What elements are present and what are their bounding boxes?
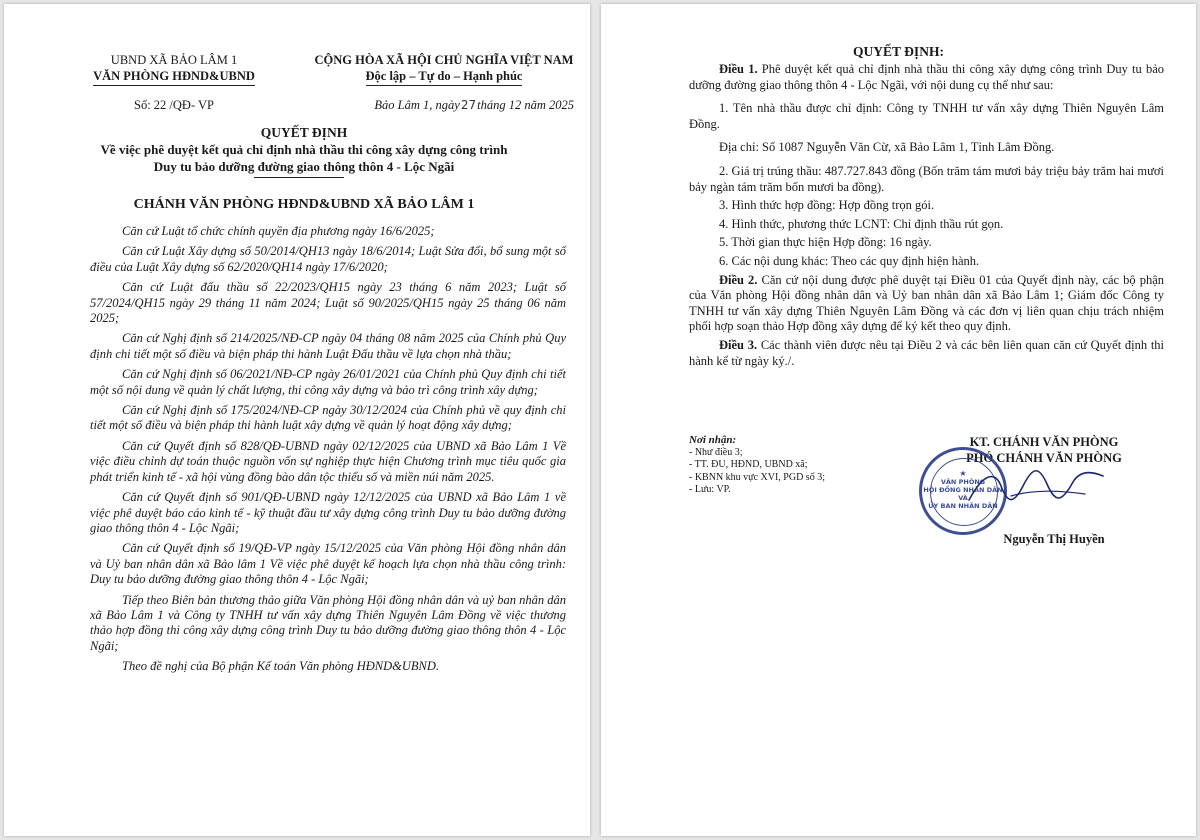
document-number: Số: 22 /QĐ- VP <box>134 98 214 112</box>
legal-basis-item: Theo đề nghị của Bộ phận Kế toán Văn phòng HĐND&UBND. <box>122 659 439 674</box>
legal-basis-item: Căn cứ Luật tổ chức chính quyền địa phương ngày 16/6/2025; <box>122 224 435 238</box>
document-subject-line1: Về việc phê duyệt kết quả chỉ định nhà thầu thi công xây dựng công trình <box>100 142 508 157</box>
contractor-address: Địa chỉ: Số 1087 Nguyễn Văn Cừ, xã Bảo Lâm 1, Tỉnh Lâm Đồng. <box>719 140 1055 155</box>
legal-basis-item: Căn cứ Nghị định số 214/2025/NĐ-CP ngày 04 tháng 08 năm 2025 của Chính phủ Quy định chi tiết một số điều và biện pháp thi hành Luật Đấu thầu về lựa chọn nhà thầu; <box>90 331 566 361</box>
seal-text: VÀ <box>958 494 968 502</box>
recipient-item: - KBNN khu vực XVI, PGD số 3; <box>689 471 825 483</box>
signer-title-line2: PHÓ CHÁNH VĂN PHÒNG <box>966 451 1122 465</box>
legal-basis-item: Căn cứ Nghị định số 175/2024/NĐ-CP ngày 30/12/2024 của Chính phủ về quy định chi tiết một số điều và biện pháp thi hành luật xây dựng về quản lý hoạt động xây dựng; <box>90 403 566 433</box>
legal-basis-item: Căn cứ Quyết định số 901/QĐ-UBND ngày 12/12/2025 của UBND xã Bảo Lâm 1 về việc phê duyệt báo cáo kinh tế - kỹ thuật đầu tư xây dựng công trình Duy tu bảo dưỡng đường giao thông thôn 4 - Lộc Ngãi; <box>90 490 566 535</box>
seal-text: VĂN PHÒNG <box>940 478 986 486</box>
document-subject-line2: Duy tu bảo dưỡng đường giao thông thôn 4 - Lộc Ngãi <box>153 159 455 174</box>
article-2-label: Điều 2. <box>719 272 758 287</box>
legal-basis-item: Căn cứ Nghị định số 06/2021/NĐ-CP ngày 26/01/2021 của Chính phủ Quy định chi tiết một số nội dung về quản lý chất lượng, thi công xây dựng và bảo trì công trình xây dựng; <box>90 367 566 397</box>
legal-basis-item: Căn cứ Luật đấu thầu số 22/2023/QH15 ngày 23 tháng 6 năm 2023; Luật số 57/2024/QH15 ngày 29 tháng 11 năm 2024; Luật số 90/2025/QH15 ngày 25 tháng 06 năm 2025; <box>90 280 566 326</box>
document-type: QUYẾT ĐỊNH <box>260 125 348 140</box>
recipients-block <box>689 434 889 497</box>
document-page-2 <box>601 4 1196 836</box>
decision-heading: QUYẾT ĐỊNH: <box>853 44 944 59</box>
legal-basis-item: Tiếp theo Biên bản thương thảo giữa Văn phòng Hội đồng nhân dân và uỷ ban nhân dân xã Bảo Lâm 1 và Công ty TNHH tư vấn xây dựng Thiên Nguyên Lâm Đồng về việc thương thảo hợp đồng thi công xây dựng công trình Duy tu bảo dưỡng đường giao thông thôn 4 - Lộc Ngãi; <box>90 592 566 653</box>
recipient-item: - Lưu: VP. <box>689 484 731 495</box>
article-2 <box>689 273 1164 335</box>
article-1-item-2: 2. Giá trị trúng thầu: 487.727.843 đồng (Bốn trăm tám mươi bảy triệu bảy trăm hai mươi bảy ngàn tám trăm bốn mươi ba đồng). <box>689 163 1164 194</box>
national-motto: Độc lập – Tự do – Hạnh phúc <box>366 68 523 86</box>
issuing-authority: CHÁNH VĂN PHÒNG HĐND&UBND XÃ BẢO LÂM 1 <box>133 197 475 212</box>
agency-parent-name: UBND XÃ BẢO LÂM 1 <box>110 53 238 67</box>
agency-name: VĂN PHÒNG HĐND&UBND <box>93 68 255 86</box>
article-1-label: Điều 1. <box>719 62 758 76</box>
article-3-text: Các thành viên được nêu tại Điều 2 và các bên liên quan căn cứ Quyết định thi hành kể từ ngày ký./. <box>689 337 1165 368</box>
seal-star-icon: ★ <box>959 469 967 478</box>
seal-text: HỘI ĐỒNG NHÂN DÂN <box>923 486 1003 494</box>
handwritten-signature-icon <box>961 456 1111 516</box>
agency-header <box>74 52 274 86</box>
title-divider <box>254 177 344 178</box>
document-page-1 <box>4 4 590 836</box>
article-1-item-5: 5. Thời gian thực hiện Hợp đồng: 16 ngày. <box>719 235 932 250</box>
date-suffix: tháng 12 năm 2025 <box>477 98 574 112</box>
recipient-item: - Như điều 3; <box>689 446 743 458</box>
national-title: CỘNG HÒA XÃ HỘI CHỦ NGHĨA VIỆT NAM <box>314 53 574 67</box>
article-1-item-4: 4. Hình thức, phương thức LCNT: Chỉ định thầu rút gọn. <box>719 216 1004 231</box>
document-date <box>334 98 574 113</box>
article-3 <box>689 338 1164 369</box>
article-1-text: Phê duyệt kết quả chỉ định nhà thầu thi công xây dựng công trình Duy tu bảo dưỡng đường giao thông thôn 4 - Lộc Ngãi, với nội dung cụ thể như sau: <box>689 62 1165 92</box>
national-header <box>304 52 584 86</box>
seal-text: ỦY BAN NHÂN DÂN <box>928 502 998 510</box>
legal-basis-item: Căn cứ Quyết định số 19/QĐ-VP ngày 15/12/2025 của Văn phòng Hội đồng nhân dân và Uỷ ban nhân dân xã Bảo lâm 1 Về việc phê duyệt kế hoạch lựa chọn nhà thầu công trình: Duy tu bảo dưỡng đường giao thông thôn 4 - Lộc Ngãi; <box>90 541 566 587</box>
article-1 <box>689 62 1164 93</box>
legal-basis-item: Căn cứ Luật Xây dựng số 50/2014/QH13 ngày 18/6/2014; Luật Sửa đổi, bổ sung một số điều của Luật Xây dựng số 62/2020/QH14 ngày 17/6/2020; <box>90 244 566 274</box>
signer-name: Nguyễn Thị Huyền <box>1003 532 1105 546</box>
article-3-label: Điều 3. <box>719 337 758 352</box>
recipient-item: - TT. ĐU, HĐND, UBND xã; <box>689 459 808 470</box>
decision-body <box>689 62 1164 372</box>
article-1-item-6: 6. Các nội dung khác: Theo các quy định hiện hành. <box>719 253 980 268</box>
signer-title-line1: KT. CHÁNH VĂN PHÒNG <box>969 435 1119 449</box>
date-day-handwritten: 27 <box>460 98 477 112</box>
document-title <box>44 124 564 175</box>
recipients-title: Nơi nhận: <box>689 434 737 446</box>
legal-bases <box>90 224 566 680</box>
article-1-item-3: 3. Hình thức hợp đồng: Hợp đồng trọn gói. <box>719 198 935 213</box>
article-2-text: Căn cứ nội dung được phê duyệt tại Điều 01 của Quyết định này, các bộ phận của Văn phòng Hội đồng nhân dân và Uỷ ban nhân dân xã Bảo Lâm 1; Giám đốc Công ty TNHH tư vấn xây dựng Thiên Nguyên Lâm Đồng và các đơn vị liên quan chịu trách nhiệm phối hợp soạn thảo Hợp đồng xây dựng để ký kết theo quy định. <box>689 272 1165 334</box>
article-1-item-1: 1. Tên nhà thầu được chỉ định: Công ty TNHH tư vấn xây dựng Thiên Nguyên Lâm Đồng. <box>689 101 1164 131</box>
date-prefix: Bảo Lâm 1, ngày <box>374 98 460 112</box>
legal-basis-item: Căn cứ Quyết định số 828/QĐ-UBND ngày 02/12/2025 của UBND xã Bảo Lâm 1 Về việc điều chỉnh dự toán thuộc nguồn vốn sự nghiệp thực hiện Chương trình mục tiêu quốc gia phát triển kinh tế - xã hội vùng đồng bào dân tộc thiểu số và miền núi năm 2025. <box>90 438 566 484</box>
